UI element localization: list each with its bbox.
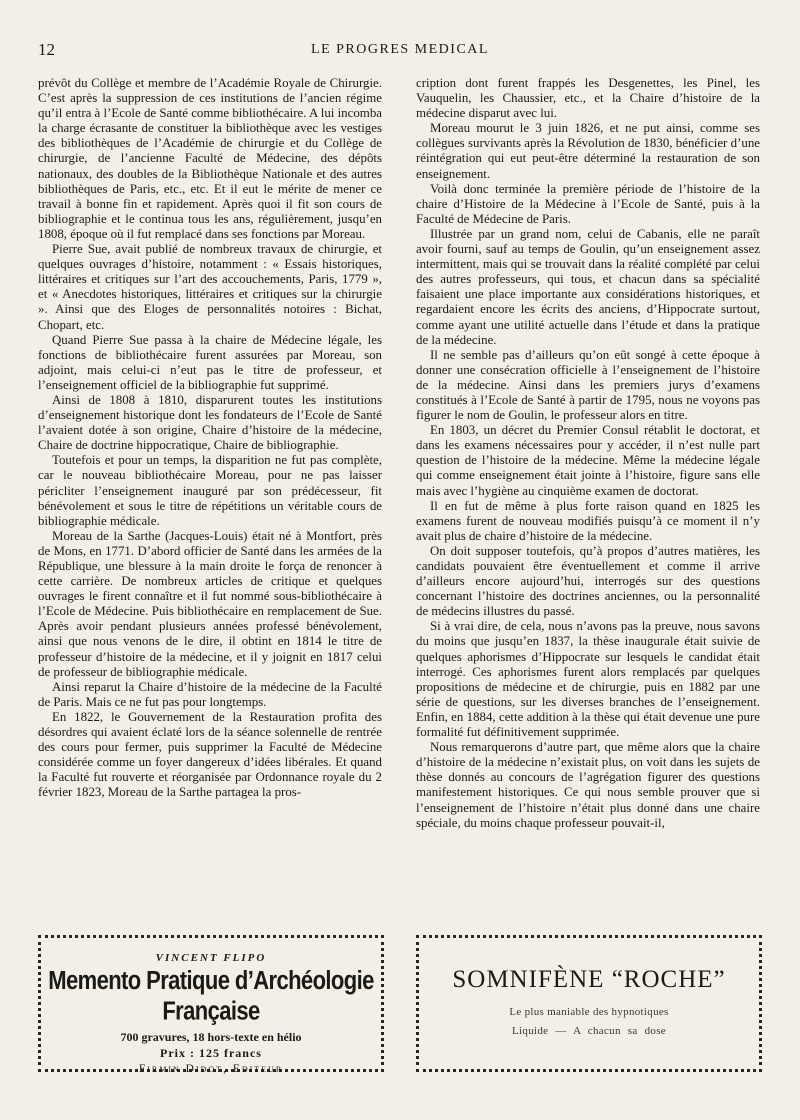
paragraph: Ainsi reparut la Chaire d’histoire de la médecine de la Faculté de Paris. Mais ce ne fut pas pour longtemps. — [38, 679, 382, 709]
page-number: 12 — [38, 40, 55, 59]
paragraph: Il ne semble pas d’ailleurs qu’on eût songé à cette époque à donner une consécration officielle à l’enseignement de l’histoire de la médecine. Ainsi dans les premiers jurys d’examens constitués à l’Ecole de Santé à partir de 1795, nous ne voyons pas figurer le nom de Goulin, le professeur alors en titre. — [416, 347, 760, 423]
right-column — [416, 76, 760, 922]
paragraph: Si à vrai dire, de cela, nous n’avons pas la preuve, nous savons du moins que jusqu’en 1837, la thèse inaugurale était suivie de quelques aphorismes d’Hippocrate sur lesquels le candidat était interrogé. Ces aphorismes furent alors remplacés par quelques propositions de médecine et de chirurgie, puis en 1882 par une série de questions, sur les diverses branches de l’enseignement. Enfin, en 1884, cette addition à la thèse qui était devenue une pure formalité fut définitivement supprimée. — [416, 619, 760, 740]
paragraph: En 1803, un décret du Premier Consul rétablit le doctorat, et dans les examens nécessaires pour y accéder, il n’est nulle part question de l’histoire de la médecine. Même la médecine légale qui comme enseignement était jointe à l’histoire, figure sans elle mais avec l’hygiène au cinquième examen de doctorat. — [416, 423, 760, 498]
ad-product-tagline: Le plus maniable des hypnotiques — [509, 1006, 669, 1018]
ad-product-name: SOMNIFÈNE “ROCHE” — [452, 966, 726, 993]
paragraph: On doit supposer toutefois, qu’à propos d’autres matières, les candidats pouvaient être éventuellement et comme il arrive d’ailleurs encore aujourd’hui, interrogés sur des questions concernant l’histoire des doctrines anciennes, ou la personnalité de médecins illustres du passé. — [416, 543, 760, 619]
paragraph: Illustrée par un grand nom, celui de Cabanis, elle ne paraît avoir fourni, sauf au temps de Goulin, qu’un enseignement assez intermittent, mais qui se trouvait dans la réalité complété par celui des autres professeurs, qui tous, et chacun dans sa spécialité faisaient une place importante aux considérations historiques, et regardaient encore les écrits des anciens, d’Hippocrate surtout, comme ayant une utilité actuelle dans l’étude et dans la pratique de la médecine. — [416, 226, 760, 347]
paragraph: Moreau de la Sarthe (Jacques-Louis) était né à Montfort, près de Mons, en 1771. D’abord officier de Santé dans les armées de la République, une blessure à la main droite le força de renoncer à cette carrière. De nombreux articles de critique et quelques ouvrages le firent connaître et il fut nommé sous-bibliothécaire à l’Ecole de Médecine. Puis bibliothécaire en remplacement de Sue. Après avoir pendant plusieurs années professé bénévolement, ainsi que nous venons de le dire, il obtint en 1814 le titre de professeur d’histoire de la médecine, et il y joignit en 1817 celui de professeur de bibliographie médicale. — [38, 528, 382, 679]
page-header — [38, 40, 762, 64]
ad-product-usage: Liquide — A chacun sa dose — [512, 1025, 666, 1037]
ad-book-price: Prix : 125 francs — [160, 1046, 262, 1060]
paragraph: Nous remarquerons d’autre part, que même alors que la chaire d’histoire de la médecine n’existait plus, on voit dans les sujets de thèse donnés au concours de l’agrégation figurer des questions manifestement historiques. Ce qui nous semble prouver que si l’enseignement de l’histoire n’était plus donné dans une chaire spéciale, du moins chaque professeur pouvait-il, — [416, 740, 760, 830]
book-advertisement — [38, 935, 384, 1075]
paragraph: Pierre Sue, avait publié de nombreux travaux de chirurgie, et quelques ouvrages d’histoire, notamment : « Essais historiques, littéraires et critiques sur l’art des accouchements, Paris, 1779 », et « Anecdotes historiques, littéraires et critiques sur la chirurgie ». Ainsi que des Eloges de personnalités notoires : Bichat, Chopart, etc. — [38, 242, 382, 332]
paragraph: cription dont furent frappés les Desgenettes, les Pinel, les Vauquelin, les Chaussier, etc., et la Chaire d’histoire de la médecine disparut avec lui. — [416, 76, 760, 121]
paragraph: Il en fut de même à plus forte raison quand en 1825 les examens furent de nouveau modifiés puisqu’à ce moment il n’y avait plus de chaire d’histoire de la médecine. — [416, 498, 760, 543]
running-title: LE PROGRES MEDICAL — [311, 42, 489, 57]
ad-book-publisher: Firmin Didot, Editeur — [138, 1063, 284, 1075]
paragraph: En 1822, le Gouvernement de la Restauration profita des désordres qui avaient éclaté lors de la séance solennelle de rentrée des cours pour fermer, puis supprimer la Faculté de Médecine considérée comme un foyer dangereux d’idées libérales. Et quand la Faculté fut rouverte et réorganisée par Ordonnance royale du 2 février 1823, Moreau de la Sarthe partagea la pros- — [38, 709, 382, 800]
drug-advertisement — [416, 935, 762, 1072]
ad-book-title: Memento Pratique d’Archéologie Française — [48, 965, 374, 1026]
ad-author: VINCENT FLIPO — [155, 952, 267, 964]
paragraph: prévôt du Collège et membre de l’Académie Royale de Chirurgie. C’est après la suppression de ces institutions de l’ancien régime qu’il entra à l’Ecole de Santé comme bibliothécaire. A lui incomba la charge écrasante de constituer la bibliothèque avec les vestiges des bibliothèques de l’Académie de chirurgie et du Collège de chirurgie, de l’ancienne Faculté de Médecine, des dépôts nationaux, des doubles de la Bibliothèque Nationale et des autres bibliothèques de Paris, etc., etc. Et il eut le mérite de mener ce travail à bonne fin et rapidement. Après quoi il fit son cours de bibliographie et le continua tous les ans, régulièrement, jusqu’en 1808, époque où il fut remplacé dans ses fonctions par Moreau. — [38, 76, 382, 241]
left-column — [38, 76, 382, 922]
paragraph: Quand Pierre Sue passa à la chaire de Médecine légale, les fonctions de bibliothécaire furent assurées par Moreau, son adjoint, mais celui-ci n’eut pas le titre de professeur, et l’enseignement officiel de la bibliographie fut supprimé. — [38, 332, 382, 392]
ad-book-detail: 700 gravures, 18 hors-texte en hélio — [120, 1030, 302, 1044]
paragraph: Moreau mourut le 3 juin 1826, et ne put ainsi, comme ses collègues survivants après la Révolution de 1830, bénéficier d’une réintégration qui eut peut-être déterminé la restauration de son enseignement. — [416, 121, 760, 181]
paragraph: Ainsi de 1808 à 1810, disparurent toutes les institutions d’enseignement historique dont les fondateurs de l’Ecole de Santé l’avaient dotée à son origine, Chaire d’histoire de la médecine, Chaire de doctrine hippocratique, Chaire de bibliographie. — [38, 392, 382, 453]
paragraph: Toutefois et pour un temps, la disparition ne fut pas complète, car le nouveau bibliothécaire Moreau, pour ne pas laisser péricliter l’enseignement inauguré par son prédécesseur, fit bénévolement et sous le titre de répétitions un véritable cours de bibliographie médicale. — [38, 453, 382, 528]
paragraph: Voilà donc terminée la première période de l’histoire de la chaire d’Histoire de la Médecine à l’Ecole de Santé, puis à la Faculté de Médecine de Paris. — [416, 181, 760, 226]
